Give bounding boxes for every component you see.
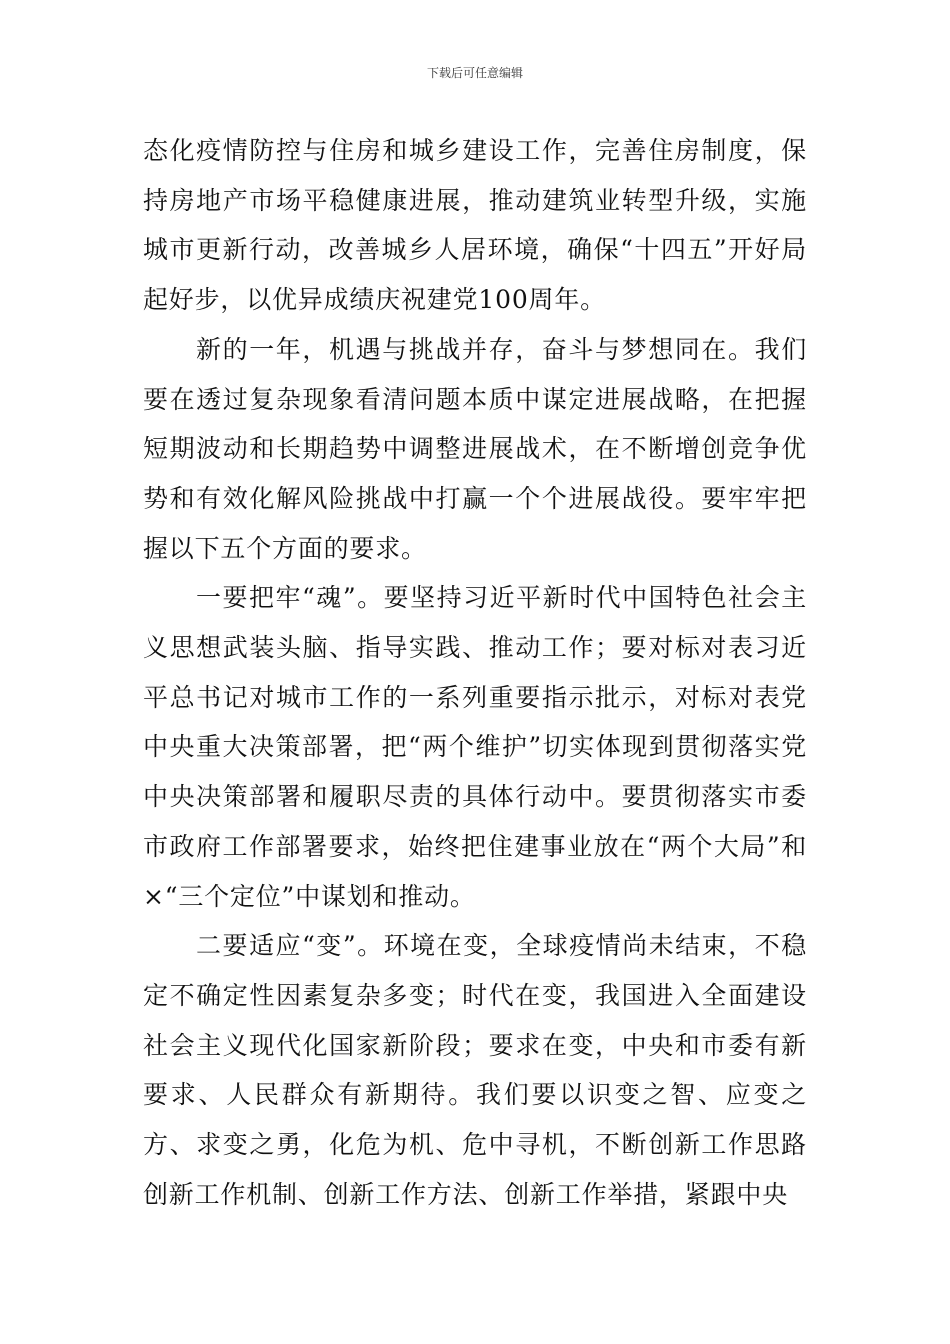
page-header: 下载后可任意编辑 [426, 66, 523, 80]
paragraph-continued: 态化疫情防控与住房和城乡建设工作，完善住房制度，保持房地产市场平稳健康进展，推动建筑业转型升级，实施城市更新行动，改善城乡人居环境，确保“十四五”开好局起好步，以优异成绩庆祝建党100周年。 [143, 136, 807, 315]
paragraph-requirement-two: 二要适应“变”。环境在变，全球疫情尚未结束，不稳定不确定性因素复杂多变；时代在变，我国进入全面建设社会主义现代化国家新阶段；要求在变，中央和市委有新要求、人民群众有新期待。我们要以识变之智、应变之方、求变之勇，化危为机、危中寻机，不断创新工作思路创新工作机制、创新工作方法、创新工作举措，紧跟中央 [143, 931, 807, 1209]
document-body [143, 126, 807, 1219]
paragraph-new-year: 新的一年，机遇与挑战并存，奋斗与梦想同在。我们要在透过复杂现象看清问题本质中谋定进展战略，在把握短期波动和长期趋势中调整进展战术，在不断增创竞争优势和有效化解风险挑战中打赢一个个进展战役。要牢牢把握以下五个方面的要求。 [143, 334, 807, 563]
paragraph-requirement-one: 一要把牢“魂”。要坚持习近平新时代中国特色社会主义思想武装头脑、指导实践、推动工作；要对标对表习近平总书记对城市工作的一系列重要指示批示，对标对表党中央重大决策部署，把“两个维护”切实体现到贯彻落实党中央决策部署和履职尽责的具体行动中。要贯彻落实市委市政府工作部署要求，始终把住建事业放在“两个大局”和×“三个定位”中谋划和推动。 [143, 583, 807, 911]
